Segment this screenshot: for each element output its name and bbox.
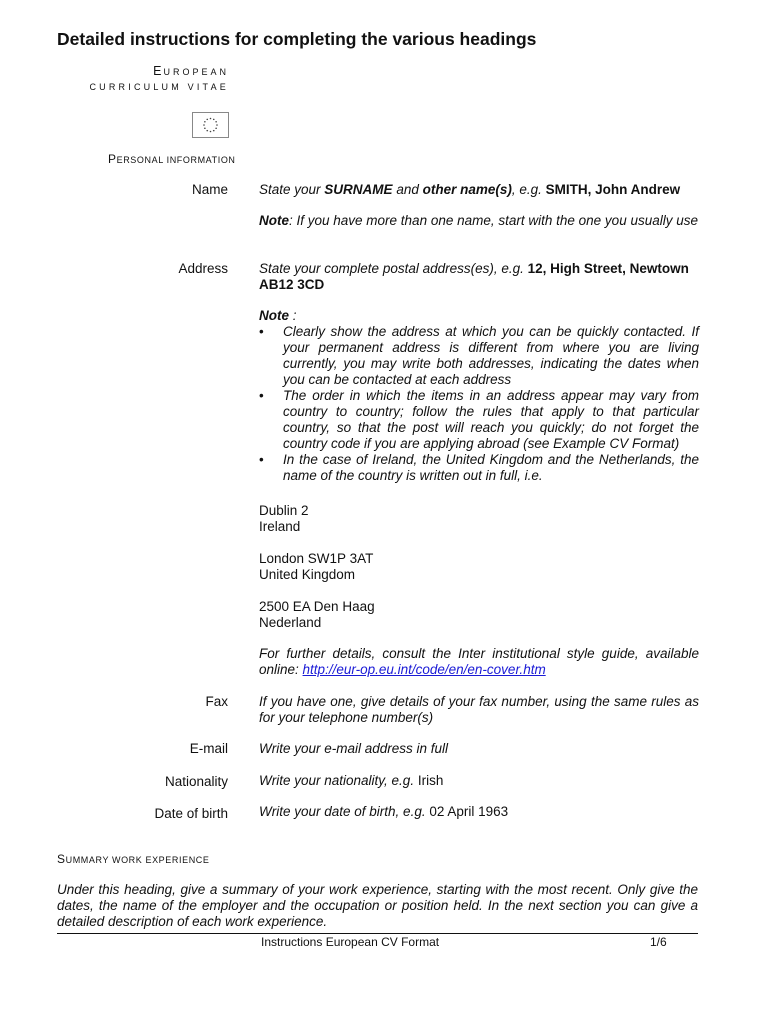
name-text: [259, 182, 699, 198]
text-segment: , e.g.: [511, 182, 546, 197]
date-of-birth-instruction: [259, 804, 699, 820]
fax-instruction: [259, 694, 699, 726]
logo-line-european: [60, 64, 229, 78]
dob-example: 02 April 1963: [429, 804, 509, 819]
address-label: Address: [178, 261, 228, 276]
address-example-netherlands: [259, 599, 699, 631]
address-note-list: [259, 324, 699, 484]
heading-initial: P: [108, 152, 117, 166]
further-details-text: For further details, consult the Inter institutional style guide, available online:: [259, 646, 699, 677]
nationality-instruction: [259, 773, 699, 789]
fax-label: Fax: [205, 694, 228, 709]
address-line: London SW1P 3AT: [259, 551, 374, 566]
note-label: Note: [259, 213, 289, 228]
logo-line-curriculum-vitae: CURRICULUM VITAE: [89, 82, 229, 92]
address-example: 12, High Street, Newtown AB12 3CD: [259, 261, 689, 292]
address-line: United Kingdom: [259, 567, 356, 582]
nationality-example: Irish: [417, 773, 444, 788]
email-label: E-mail: [189, 741, 228, 756]
text-segment: State your: [259, 182, 325, 197]
text-segment: other name(s): [422, 182, 512, 197]
heading-rest: UMMARY WORK EXPERIENCE: [65, 855, 210, 865]
footer-document-title: Instructions European CV Format: [261, 935, 440, 949]
logo-rest-european: UROPEAN: [163, 67, 229, 77]
list-item: • In the case of Ireland, the United Kingdom and the Netherlands, the name of the country is written out in full, i.e.: [259, 452, 699, 484]
note-label: Note: [259, 308, 289, 323]
address-example-uk: [259, 551, 699, 583]
footer-page-number: 1/6: [650, 935, 667, 949]
name-example: SMITH, John Andrew: [545, 182, 681, 197]
text-segment: SURNAME: [324, 182, 393, 197]
address-line: Ireland: [259, 519, 301, 534]
text-segment: and: [392, 182, 423, 197]
date-of-birth-label: Date of birth: [154, 806, 228, 821]
note-colon: :: [289, 308, 297, 323]
heading-rest: ERSONAL INFORMATION: [116, 155, 236, 165]
note-text: : If you have more than one name, start with the one you usually use: [289, 213, 698, 228]
list-item: • The order in which the items in an address appear may vary from country to country; follow the rules that apply to that particular country, so that the post will reach you quickly; do not forget the country code if you are applying abroad (see Example CV Format): [259, 388, 699, 452]
summary-instruction: Under this heading, give a summary of your work experience, starting with the most recent. Only give the dates, the name of the employer and the occupation or position held. In the next section you can give a detailed description of each work experience.: [57, 882, 698, 929]
dob-text: Write your date of birth, e.g.: [259, 804, 426, 819]
eu-stars-icon: [193, 113, 228, 137]
address-instruction: [259, 261, 699, 293]
address-line: Nederland: [259, 615, 322, 630]
section-heading-summary-work-experience: [57, 852, 210, 866]
fax-text: If you have one, give details of your fax number, using the same rules as for your telephone number(s): [259, 694, 699, 725]
eu-flag-icon: [192, 112, 229, 138]
address-note: [259, 308, 699, 484]
logo-initial-e: E: [153, 64, 164, 78]
nationality-label: Nationality: [164, 774, 228, 789]
footer-divider: [57, 933, 698, 934]
section-heading-personal-information: [108, 152, 236, 166]
europass-logo-text: [60, 64, 229, 92]
email-text: Write your e-mail address in full: [259, 741, 449, 756]
address-example-ireland: [259, 503, 699, 535]
address-line: 2500 EA Den Haag: [259, 599, 375, 614]
name-label: Name: [191, 182, 228, 197]
list-item: • Clearly show the address at which you can be quickly contacted. If your permanent address is different from where you are living currently, you may write both addresses, indicating the dates when you can be contacted at each address: [259, 324, 699, 388]
text-segment: State your complete postal address(es), e.g.: [259, 261, 528, 276]
style-guide-reference: [259, 646, 699, 678]
style-guide-link[interactable]: http://eur-op.eu.int/code/en/en-cover.htm: [302, 662, 546, 677]
address-line: Dublin 2: [259, 503, 309, 518]
page-title: Detailed instructions for completing the various headings: [57, 29, 537, 49]
email-instruction: [259, 741, 699, 757]
name-note: [259, 213, 699, 229]
name-instruction: [259, 182, 699, 198]
heading-initial: S: [57, 852, 66, 866]
nationality-text: Write your nationality, e.g.: [259, 773, 415, 788]
